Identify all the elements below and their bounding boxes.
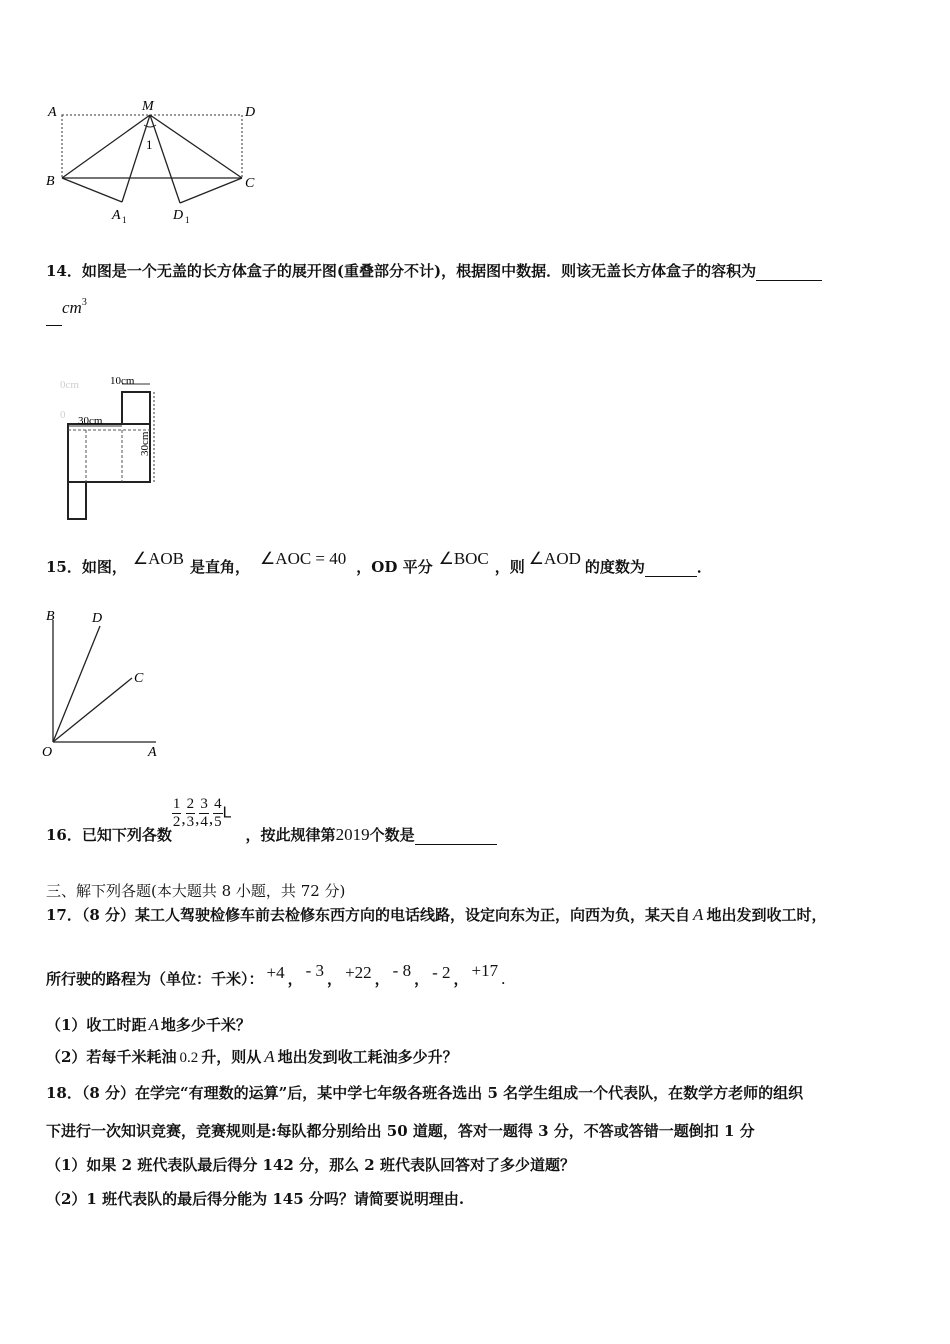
label-10cm: 10cm — [110, 375, 135, 387]
label-d: D — [92, 611, 103, 626]
question-number: 15． — [46, 558, 82, 576]
comma: ， — [327, 970, 343, 988]
label-d1: D — [173, 208, 184, 223]
label-a1-subscript: 1 — [122, 215, 127, 225]
net-top-flap — [122, 392, 150, 424]
question-text: 如图是一个无盖的长方体盒子的展开图(重叠部分不计)，根据图中数据．则该无盖长方体盒子的容积为 — [81, 262, 757, 280]
label-angle-1: 1 — [146, 137, 153, 152]
text: ． — [696, 558, 712, 576]
math-angle-boc: ∠BOC — [438, 549, 489, 568]
label-c: C — [245, 176, 255, 191]
comma: ， — [374, 970, 390, 988]
text: （2）若每千米耗油 — [46, 1048, 177, 1066]
question-16 — [46, 796, 497, 844]
question-17-part-2 — [46, 1046, 458, 1067]
question-14 — [46, 260, 822, 281]
text: 如图， — [81, 558, 127, 576]
separator: , — [195, 808, 200, 828]
text: 是直角， — [190, 558, 251, 576]
label-a1: A — [112, 208, 121, 223]
fraction: $\frac{1}{2}$ — [172, 796, 181, 830]
faded-label: 0 — [60, 409, 66, 421]
label-d: D — [245, 105, 256, 120]
text: 个数是 — [369, 825, 415, 844]
label-d1-subscript: 1 — [185, 215, 190, 225]
ray-oc — [53, 678, 132, 742]
distance-value: +4 — [266, 963, 285, 982]
figure-box-net — [52, 368, 162, 523]
question-17-part-1 — [46, 1014, 251, 1035]
question-17-line-2 — [46, 961, 506, 989]
question-number: 14． — [46, 262, 82, 280]
text: 所行驶的路程为（单位：千米）： — [46, 970, 264, 988]
figure-angles — [38, 602, 168, 762]
fuel-rate: 0.2 — [179, 1050, 199, 1066]
label-30cm-horizontal: 30cm — [78, 415, 103, 427]
text: 地出发到收工耗油多少升？ — [277, 1048, 458, 1066]
answer-blank — [415, 826, 497, 845]
distance-value: - 2 — [432, 963, 451, 982]
label-b: B — [46, 609, 55, 624]
separator: , — [181, 808, 186, 828]
distance-value: +22 — [345, 963, 372, 982]
text: （1）收工时距 — [46, 1016, 147, 1034]
question-18-part-2: （2）1 班代表队的最后得分能为 145 分吗？请简要说明理由. — [46, 1190, 465, 1208]
question-18-line-2: 下进行一次知识竞赛，竞赛规则是:每队都分别给出 50 道题，答对一题得 3 分，不答或答错一题倒扣 1 分 — [46, 1122, 755, 1140]
text: 已知下列各数 — [81, 825, 172, 844]
term-index: 2019 — [335, 824, 370, 844]
label-a: A — [148, 745, 157, 760]
net-base-face — [68, 424, 150, 482]
period: . — [501, 969, 506, 988]
label-c: C — [134, 671, 144, 686]
figure-rectangle-fold — [40, 95, 270, 230]
answer-blank — [645, 558, 697, 577]
segment-ba1 — [62, 178, 122, 202]
ray-od — [53, 626, 100, 742]
text: 的度数为 — [584, 558, 645, 576]
label-30cm-vertical: 30cm — [139, 431, 151, 456]
net-bottom-flap — [68, 482, 86, 519]
text: ，按此规律第 — [245, 825, 336, 844]
unit-cm: cm — [62, 298, 82, 317]
question-number: 16． — [46, 825, 82, 844]
question-17-line-1 — [46, 904, 826, 925]
text: 地多少千米？ — [160, 1016, 251, 1034]
math-angle-aob: ∠AOB — [132, 549, 185, 568]
distance-value: - 8 — [392, 961, 412, 980]
comma: ， — [414, 970, 430, 988]
separator: , — [208, 808, 214, 828]
math-angle-aod: ∠AOD — [528, 549, 581, 568]
answer-blank — [756, 262, 822, 281]
label-b: B — [46, 174, 55, 189]
text: 17．（8 分）某工人驾驶检修车前去检修东西方向的电话线路，设定向东为正，向西为负，某天自 — [46, 906, 691, 924]
q14-unit-line — [46, 297, 87, 332]
segment-md1 — [150, 115, 180, 203]
comma: ， — [453, 970, 469, 988]
label-o: O — [42, 745, 53, 760]
question-15 — [46, 549, 712, 577]
fraction: $\frac{2}{3}$ — [186, 796, 195, 830]
section-title: 三、解下列各题(本大题共 8 小题，共 72 分) — [46, 882, 346, 900]
place-a: A — [264, 1047, 275, 1066]
faded-label: 0cm — [60, 379, 79, 391]
place-a: A — [693, 905, 704, 924]
label-a: A — [48, 105, 57, 120]
text: ，则 — [494, 558, 525, 576]
unit-exponent: 3 — [81, 297, 87, 308]
segment-bm — [62, 115, 150, 178]
question-18-line-1: 18．（8 分）在学完“有理数的运算”后，某中学七年级各班各选出 5 名学生组成一个代表队，在数学方老师的组织 — [46, 1084, 804, 1102]
question-18-part-1: （1）如果 2 班代表队最后得分 142 分，那么 2 班代表队回答对了多少道题？ — [46, 1156, 575, 1174]
distance-value: +17 — [471, 961, 499, 980]
text: ，OD 平分 — [356, 558, 433, 576]
segment-cm — [150, 115, 242, 178]
segment-cd1 — [180, 178, 242, 203]
math-angle-aoc: ∠AOC = 40 — [260, 549, 347, 568]
fraction: $\frac{4}{5}$ — [214, 796, 222, 830]
text: 地出发到收工时， — [706, 906, 827, 924]
place-a: A — [148, 1015, 159, 1034]
comma: ， — [287, 970, 303, 988]
label-m: M — [142, 99, 154, 114]
segment-ma1 — [122, 115, 150, 202]
distance-value: - 3 — [305, 961, 325, 980]
fraction: $\frac{3}{4}$ — [200, 796, 208, 830]
text: 升，则从 — [201, 1048, 262, 1066]
answer-blank-continued — [46, 307, 62, 326]
ellipsis-symbol: L — [222, 804, 232, 822]
